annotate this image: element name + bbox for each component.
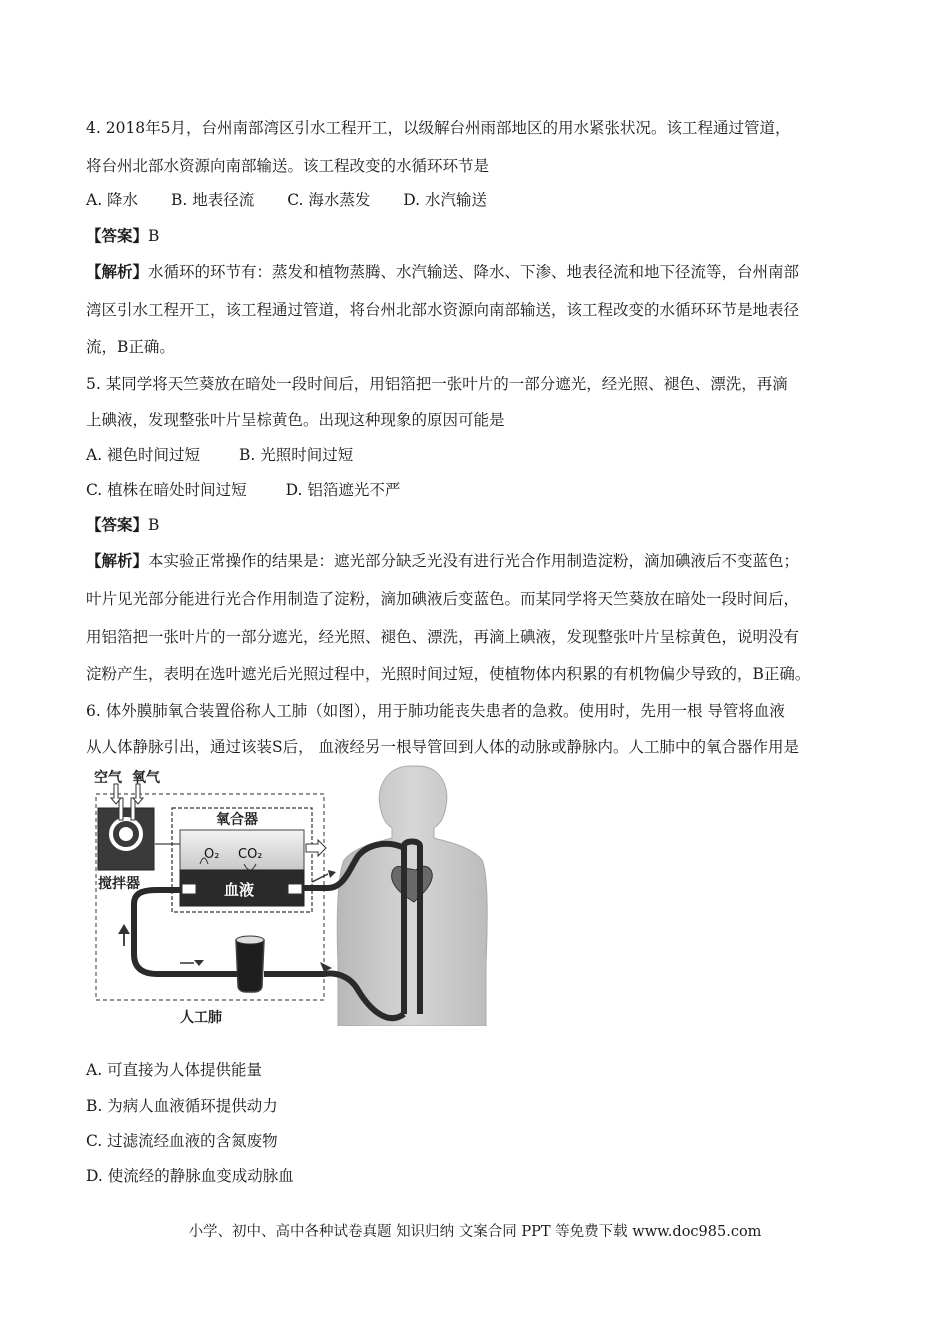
analysis-text: 水循环的环节有：蒸发和植物蒸腾、水汽输送、降水、下渗、地表径流和地下径流等，台州南部 (148, 263, 800, 281)
q5-analysis-line4: 淀粉产生，表明在选叶遮光后光照过程中，光照时间过短，使植物体内积累的有机物偏少导致的，B正确。 (86, 665, 811, 683)
q5-options-row2 (86, 480, 428, 500)
q4-answer (86, 226, 159, 246)
analysis-label: 【解析】 (86, 262, 149, 281)
q4-stem-line1: 4. 2018年5月，台州南部湾区引水工程开工，以级解台州雨部地区的用水紧张状况。该工程通过管道， (86, 119, 791, 137)
air-label: 空气 (94, 770, 122, 786)
q6-option-d: D. 使流经的静脉血变成动脉血 (86, 1167, 294, 1185)
q5-analysis-line3: 用铝箔把一张叶片的一部分遮光，经光照、褪色、漂洗，再滴上碘液，发现整张叶片呈棕黄色，说明没有 (86, 628, 800, 646)
inflow-down-arrow-icon (194, 960, 204, 966)
q5-option-a: A. 褪色时间过短 (86, 446, 201, 464)
blood-label: 血液 (224, 881, 255, 899)
footer-text: 小学、初中、高中各种试卷真题 知识归纳 文案合同 PPT 等免费下载 www.doc985.com (188, 1224, 762, 1240)
q4-analysis-line3: 流，B正确。 (86, 338, 175, 356)
oxygenator-label: 氧合器 (216, 812, 258, 828)
analysis-label: 【解析】 (86, 551, 149, 570)
q4-analysis-line2: 湾区引水工程开工，该工程通过管道，将台州北部水资源向南部输送，该工程改变的水循环环节是地表径 (86, 301, 800, 319)
answer-value: B (148, 516, 160, 534)
q6-option-c: C. 过滤流经血液的含氮废物 (86, 1132, 278, 1150)
answer-value: B (148, 227, 160, 245)
inflow-up-arrow-icon (118, 924, 130, 934)
q4-options (86, 190, 515, 210)
q4-stem-line2: 将台州北部水资源向南部输送。该工程改变的水循环环节是 (86, 157, 490, 175)
gas-outlet-arrow-icon (306, 840, 326, 856)
q6-stem-line2: 从人体静脉引出，通过该装S后， 血液经另一根导管回到人体的动脉或静脉内。人工肺中的氧合器作用是 (86, 738, 800, 756)
beaker (236, 940, 264, 992)
q5-options-row1 (86, 445, 381, 465)
q5-option-b: B. 光照时间过短 (239, 446, 354, 464)
q5-option-c: C. 植株在暗处时间过短 (86, 481, 247, 499)
q5-option-d: D. 铝箔遮光不严 (285, 481, 401, 499)
oxygen-label: 氧气 (132, 770, 160, 786)
stirrer-label: 搅拌器 (98, 876, 140, 892)
q6-stem-line1: 6. 体外膜肺氧合装置俗称人工肺（如图），用于肺功能丧失患者的急救。使用时，先用一根 导管将血液 (86, 702, 785, 720)
q4-option-a: A. 降水 (86, 191, 139, 209)
stirrer-core (119, 827, 133, 841)
q5-analysis-line2: 叶片见光部分能进行光合作用制造了淀粉，滴加碘液后变蓝色。而某同学将天竺葵放在暗处一段时间后， (86, 590, 800, 608)
q5-stem-line1: 5. 某同学将天竺葵放在暗处一段时间后，用铝箔把一张叶片的一部分遮光，经光照、褪色、漂洗，再滴 (86, 375, 788, 393)
answer-label: 【答案】 (86, 226, 149, 245)
o2-label: O₂ (204, 847, 220, 862)
q4-option-b: B. 地表径流 (171, 191, 255, 209)
artificial-lung-label: 人工肺 (180, 1010, 222, 1026)
q5-stem-line2: 上碘液，发现整张叶片呈棕黄色。出现这种现象的原因可能是 (86, 411, 505, 429)
artificial-lung-figure (88, 764, 488, 1026)
co2-label: CO₂ (238, 847, 263, 862)
q5-analysis-line1 (86, 551, 799, 571)
q4-analysis-line1 (86, 262, 799, 282)
q4-option-c: C. 海水蒸发 (287, 191, 371, 209)
answer-label: 【答案】 (86, 515, 149, 534)
q6-option-a: A. 可直接为人体提供能量 (86, 1061, 263, 1079)
q4-option-d: D. 水汽输送 (403, 191, 488, 209)
analysis-text: 本实验正常操作的结果是：遮光部分缺乏光没有进行光合作用制造淀粉，滴加碘液后不变蓝色； (148, 552, 800, 570)
q5-answer (86, 515, 159, 535)
q6-option-b: B. 为病人血液循环提供动力 (86, 1097, 278, 1115)
outflow-arrow-icon (328, 870, 336, 878)
